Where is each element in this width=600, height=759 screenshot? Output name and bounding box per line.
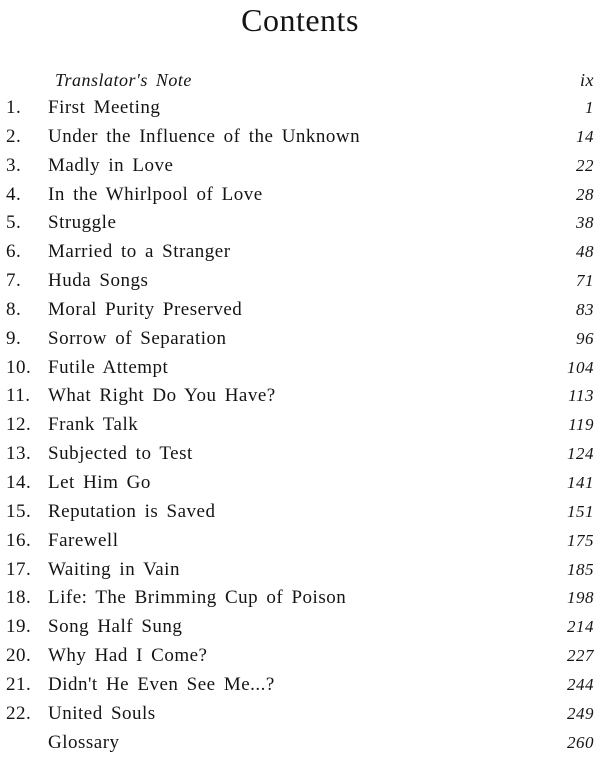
toc-entry[interactable] <box>0 729 600 758</box>
chapter-title: Life: The Brimming Cup of Poison <box>48 587 347 609</box>
page-number: 22 <box>576 155 594 175</box>
chapter-title: Reputation is Saved <box>48 500 216 522</box>
chapter-title: Struggle <box>48 212 117 234</box>
page-number: 48 <box>576 242 594 262</box>
toc-entry[interactable] <box>0 382 600 411</box>
toc-entry[interactable] <box>0 238 600 267</box>
toc-entry[interactable] <box>0 613 600 642</box>
page-number: 185 <box>567 559 594 579</box>
toc-entry[interactable] <box>0 181 600 210</box>
chapter-title: Translator's Note <box>55 70 192 90</box>
chapter-title: Let Him Go <box>48 471 151 493</box>
chapter-number: 18. <box>6 587 32 609</box>
page-number: ix <box>580 70 594 90</box>
chapter-title: What Right Do You Have? <box>48 385 276 407</box>
page-number: 151 <box>567 501 594 521</box>
toc-entry[interactable] <box>0 267 600 296</box>
page-number: 104 <box>567 357 594 377</box>
chapter-title: Sorrow of Separation <box>48 327 227 349</box>
toc-entry[interactable] <box>0 66 600 94</box>
chapter-title: Under the Influence of the Unknown <box>48 125 361 147</box>
toc-entry[interactable] <box>0 354 600 383</box>
toc-entry[interactable] <box>0 209 600 238</box>
chapter-title: In the Whirlpool of Love <box>48 183 263 205</box>
page-number: 249 <box>567 703 594 723</box>
page-number: 141 <box>567 472 594 492</box>
chapter-number: 6. <box>6 241 22 263</box>
page-number: 38 <box>576 213 594 233</box>
page-number: 124 <box>567 444 594 464</box>
page-number: 244 <box>567 674 594 694</box>
chapter-number: 9. <box>6 327 22 349</box>
chapter-title: Moral Purity Preserved <box>48 298 243 320</box>
chapter-title: United Souls <box>48 702 156 724</box>
toc-entry[interactable] <box>0 152 600 181</box>
chapter-number: 4. <box>6 183 22 205</box>
page-number: 28 <box>576 184 594 204</box>
toc-entry[interactable] <box>0 440 600 469</box>
chapter-number: 7. <box>6 270 22 292</box>
toc-entry[interactable] <box>0 556 600 585</box>
chapter-number: 15. <box>6 500 32 522</box>
toc-entry[interactable] <box>0 498 600 527</box>
chapter-title: Glossary <box>48 731 120 753</box>
chapter-title: Huda Songs <box>48 270 149 292</box>
chapter-title: Song Half Sung <box>48 616 183 638</box>
page-number: 198 <box>567 588 594 608</box>
page-number: 113 <box>568 386 594 406</box>
chapter-number: 21. <box>6 673 32 695</box>
chapter-number: 14. <box>6 471 32 493</box>
chapter-number: 20. <box>6 645 32 667</box>
page-number: 260 <box>567 732 594 752</box>
toc-entry[interactable] <box>0 94 600 123</box>
toc-entry[interactable] <box>0 411 600 440</box>
toc-entry[interactable] <box>0 469 600 498</box>
chapter-number: 19. <box>6 616 32 638</box>
page-number: 83 <box>576 299 594 319</box>
chapter-number: 10. <box>6 356 32 378</box>
chapter-number: 17. <box>6 558 32 580</box>
chapter-title: Frank Talk <box>48 414 139 436</box>
toc-entry[interactable] <box>0 123 600 152</box>
page-number: 96 <box>576 328 594 348</box>
page-number: 71 <box>576 271 594 291</box>
chapter-number: 11. <box>6 385 31 407</box>
chapter-title: Why Had I Come? <box>48 645 208 667</box>
page-number: 119 <box>568 415 594 435</box>
table-of-contents <box>0 66 600 757</box>
toc-entry[interactable] <box>0 584 600 613</box>
chapter-number: 13. <box>6 443 32 465</box>
chapter-number: 1. <box>6 97 22 118</box>
toc-entry[interactable] <box>0 325 600 354</box>
chapter-number: 12. <box>6 414 32 436</box>
chapter-title: Subjected to Test <box>48 443 193 465</box>
chapter-title: Futile Attempt <box>48 356 169 378</box>
chapter-number: 8. <box>6 298 22 320</box>
page-number: 227 <box>567 646 594 666</box>
page-number: 1 <box>585 98 594 117</box>
toc-entry[interactable] <box>0 700 600 729</box>
chapter-number: 5. <box>6 212 22 234</box>
chapter-title: Didn't He Even See Me...? <box>48 673 275 695</box>
toc-entry[interactable] <box>0 642 600 671</box>
chapter-title: Waiting in Vain <box>48 558 180 580</box>
chapter-title: Madly in Love <box>48 154 174 176</box>
page-number: 14 <box>576 126 594 146</box>
chapter-number: 2. <box>6 125 22 147</box>
toc-entry[interactable] <box>0 527 600 556</box>
toc-entry[interactable] <box>0 296 600 325</box>
page-number: 214 <box>567 617 594 637</box>
chapter-number: 16. <box>6 529 32 551</box>
chapter-number: 22. <box>6 702 32 724</box>
chapter-title: Farewell <box>48 529 119 551</box>
toc-entry[interactable] <box>0 671 600 700</box>
chapter-title: First Meeting <box>48 97 161 118</box>
page-title: Contents <box>241 2 359 38</box>
page-number: 175 <box>567 530 594 550</box>
chapter-title: Married to a Stranger <box>48 241 231 263</box>
chapter-number: 3. <box>6 154 22 176</box>
